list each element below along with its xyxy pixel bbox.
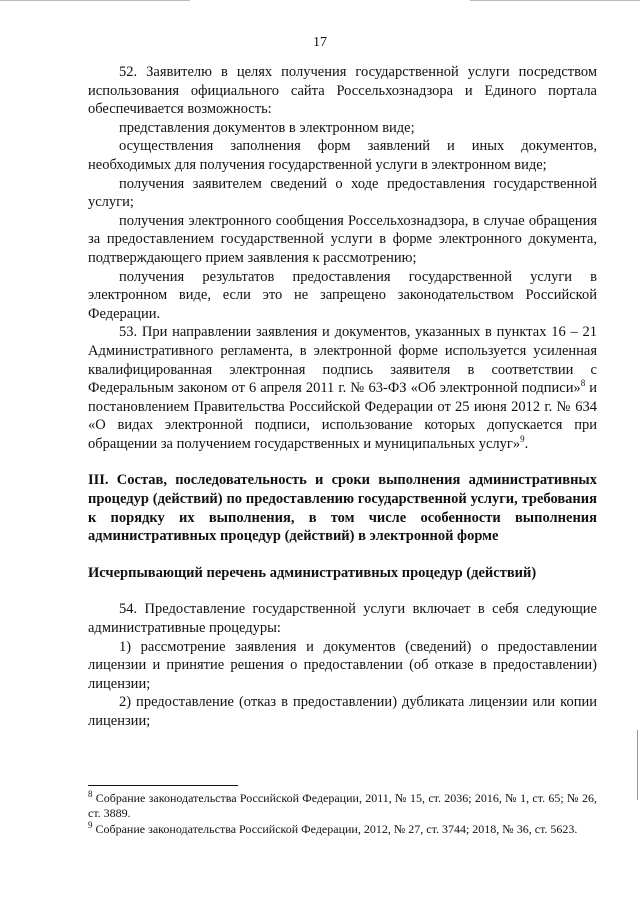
- document-body: [88, 63, 597, 731]
- paragraph-52-item: осуществления заполнения форм заявлений и иных документов, необходимых для получения государственной услуги в электронном виде;: [88, 138, 597, 173]
- paragraph-52-item: представления документов в электронном виде;: [119, 119, 415, 136]
- footnote: [88, 791, 597, 822]
- footnote-text: Собрание законодательства Российской Федерации, 2011, № 15, ст. 2036; 2016, № 1, ст. 65; № 26, ст. 3889.: [88, 791, 597, 821]
- footnote-number: 8: [88, 789, 93, 799]
- paragraph-52-lead: 52. Заявителю в целях получения государственной услуги посредством использования официального сайта Россельхознадзора и Единого портала обеспечивается возможность:: [88, 64, 597, 118]
- scan-edge-line-left: [0, 0, 190, 1]
- spacer: [88, 453, 597, 471]
- footnote-separator: [88, 785, 238, 786]
- footnote-ref-8: 8: [580, 378, 586, 389]
- scan-edge-mark: [629, 730, 638, 800]
- paragraph-54-lead: 54. Предоставление государственной услуги включает в себя следующие административные процедуры:: [88, 601, 597, 637]
- spacer: [88, 582, 597, 600]
- paragraph-54-item: 1) рассмотрение заявления и документов (сведений) о предоставлении лицензии и принятие решения о предоставлении (об отказе в предоставлении) лицензии;: [88, 638, 597, 692]
- paragraph-52-item: получения заявителем сведений о ходе предоставления государственной услуги;: [88, 175, 597, 211]
- paragraph-53-text-c: .: [524, 435, 529, 452]
- scan-edge-line-right: [470, 0, 640, 1]
- subheading: Исчерпывающий перечень административных процедур (действий): [88, 564, 537, 581]
- page-number: 17: [313, 35, 327, 50]
- paragraph-54-item: 2) предоставление (отказ в предоставлении) дубликата лицензии или копии лицензии;: [88, 694, 597, 729]
- paragraph-53-text-b: и постановлением Правительства Российской Федерации от 25 июня 2012 г. № 634 «О видах электронной подписи, использование которых допускается при обращении за получением государственных и муниципальных услуг»: [88, 380, 598, 452]
- footnote-ref-9: 9: [520, 434, 525, 445]
- paragraph-53: [88, 323, 597, 453]
- section-heading: III. Состав, последовательность и сроки выполнения административных процедур (действий) по предоставлению государственной услуги, требования к порядку их выполнения, в том числе особенности выполнения административных процедур (действий) в электронной форме: [88, 472, 597, 545]
- paragraph-53-text-a: 53. При направлении заявления и документов, указанных в пунктах 16 – 21 Административного регламента, в электронной форме используется усиленная квалифицированная электронная подпись заявителя в соответствии с Федеральным законом от 6 апреля 2011 г. № 63-ФЗ «Об электронной подписи»: [88, 324, 597, 397]
- paragraph-52-item: получения электронного сообщения Россельхознадзора, в случае обращения за предоставлением государственной услуги в форме электронного документа, подтверждающего прием заявления к рассмотрению;: [88, 212, 597, 266]
- footnote: [88, 819, 597, 837]
- footnote-text: Собрание законодательства Российской Федерации, 2012, № 27, ст. 3744; 2018, № 36, ст. 5623.: [92, 821, 578, 836]
- spacer: [88, 546, 597, 564]
- footnote-number: 9: [88, 819, 93, 830]
- footnotes: [88, 791, 597, 837]
- paragraph-52-item: получения результатов предоставления государственной услуги в электронном виде, если это не запрещено законодательством Российской Федерации.: [88, 268, 597, 322]
